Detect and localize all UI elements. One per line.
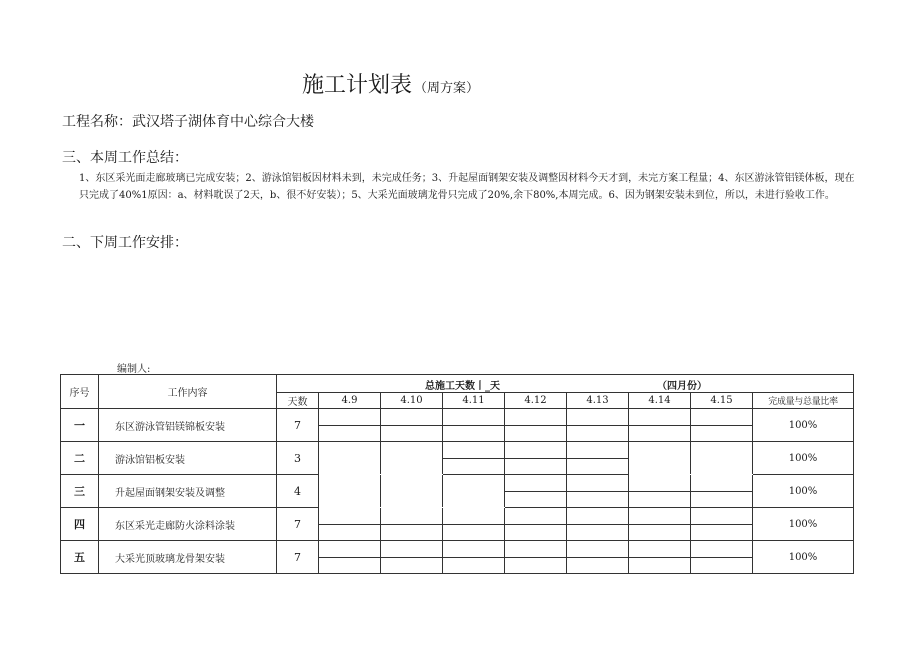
header-total-days-label: 总施工天数丨_天: [425, 381, 500, 392]
day-cell: [443, 475, 505, 508]
title-subtitle: （周方案）: [414, 81, 480, 96]
gantt-bar-segment: [443, 508, 505, 541]
row-days: 3: [277, 442, 319, 475]
header-date: 4.15: [691, 393, 753, 409]
project-name: 工程名称：武汉塔子湖体育中心综合大楼: [62, 114, 314, 130]
row-ratio: 100%: [753, 541, 854, 574]
day-cell: [319, 475, 381, 508]
row-seq: 一: [61, 409, 99, 442]
preparer-label: 编制人:: [117, 364, 151, 375]
row-ratio: 100%: [753, 442, 854, 475]
table-row: [61, 442, 854, 475]
row-ratio: 100%: [753, 508, 854, 541]
header-date: 4.10: [381, 393, 443, 409]
row-ratio: 100%: [753, 409, 854, 442]
gantt-bar-segment: [629, 475, 691, 508]
row-days: 7: [277, 541, 319, 574]
row-ratio: 100%: [753, 475, 854, 508]
gantt-bar-segment: [505, 409, 567, 442]
header-content: 工作内容: [99, 375, 277, 409]
header-total-days: [277, 375, 854, 393]
gantt-bar-segment: [629, 541, 691, 574]
gantt-bar-segment: [691, 541, 753, 574]
row-days: 7: [277, 508, 319, 541]
summary-paragraph: 1、东区采光面走廊玻璃已完成安装；2、游泳馆铝板因材料未到，未完成任务；3、升起屋面钢架安装及调整因材料今天才到，未完方案工程量；4、东区游泳管铝镁体板，现在只完成了40%1原因：a、材料耽误了2天，b、很不好安装）；5、大采光面玻璃龙骨只完成了20%,余下80%,本周完成。6、因为钢架安装未到位，所以，未进行验收工作。: [79, 173, 855, 201]
table-row: [61, 409, 854, 442]
gantt-bar-segment: [505, 541, 567, 574]
day-cell: [629, 442, 691, 475]
table-row: [61, 541, 854, 574]
gantt-bar-segment: [381, 409, 443, 442]
gantt-bar-segment: [319, 409, 381, 442]
row-task: 东区游泳管铝镁锦板安装: [99, 409, 277, 442]
gantt-bar-segment: [567, 475, 629, 508]
gantt-bar-segment: [443, 541, 505, 574]
row-task: 升起屋面钢架安装及调整: [99, 475, 277, 508]
gantt-bar-segment: [567, 508, 629, 541]
gantt-bar-segment: [319, 508, 381, 541]
gantt-bar-segment: [691, 409, 753, 442]
gantt-bar-segment: [505, 508, 567, 541]
gantt-bar-segment: [443, 409, 505, 442]
day-cell: [381, 442, 443, 475]
row-seq: 五: [61, 541, 99, 574]
row-seq: 三: [61, 475, 99, 508]
row-seq: 二: [61, 442, 99, 475]
section-heading-next-week: 二、下周工作安排：: [62, 235, 188, 251]
header-date: 4.12: [505, 393, 567, 409]
gantt-bar-segment: [629, 409, 691, 442]
gantt-bar-segment: [381, 508, 443, 541]
header-month-label: （四月份）: [657, 381, 707, 392]
gantt-bar-segment: [505, 475, 567, 508]
section-heading-summary: 三、本周工作总结：: [62, 150, 188, 166]
gantt-bar-segment: [381, 541, 443, 574]
header-seq: 序号: [61, 375, 99, 409]
gantt-bar-segment: [567, 541, 629, 574]
gantt-bar-segment: [629, 508, 691, 541]
header-date: 4.11: [443, 393, 505, 409]
header-date: 4.14: [629, 393, 691, 409]
row-seq: 四: [61, 508, 99, 541]
table-row: [61, 475, 854, 508]
row-task: 东区采光走廊防火涂料涂装: [99, 508, 277, 541]
day-cell: [381, 475, 443, 508]
page-title: 施工计划表 （周方案）: [302, 73, 480, 98]
header-date: 4.9: [319, 393, 381, 409]
row-days: 7: [277, 409, 319, 442]
row-days: 4: [277, 475, 319, 508]
header-ratio: 完成量与总量比率: [753, 393, 854, 409]
table-row: [61, 508, 854, 541]
header-days: 天数: [277, 393, 319, 409]
schedule-table: [60, 374, 854, 574]
gantt-bar-segment: [443, 442, 505, 475]
gantt-bar-segment: [691, 475, 753, 508]
gantt-bar-segment: [319, 541, 381, 574]
gantt-bar-segment: [567, 409, 629, 442]
gantt-bar-segment: [691, 508, 753, 541]
header-date: 4.13: [567, 393, 629, 409]
row-task: 游泳馆铝板安装: [99, 442, 277, 475]
gantt-bar-segment: [505, 442, 567, 475]
day-cell: [691, 442, 753, 475]
day-cell: [319, 442, 381, 475]
schedule-rows: [61, 409, 854, 574]
gantt-bar-segment: [567, 442, 629, 475]
row-task: 大采光顶玻璃龙骨架安装: [99, 541, 277, 574]
